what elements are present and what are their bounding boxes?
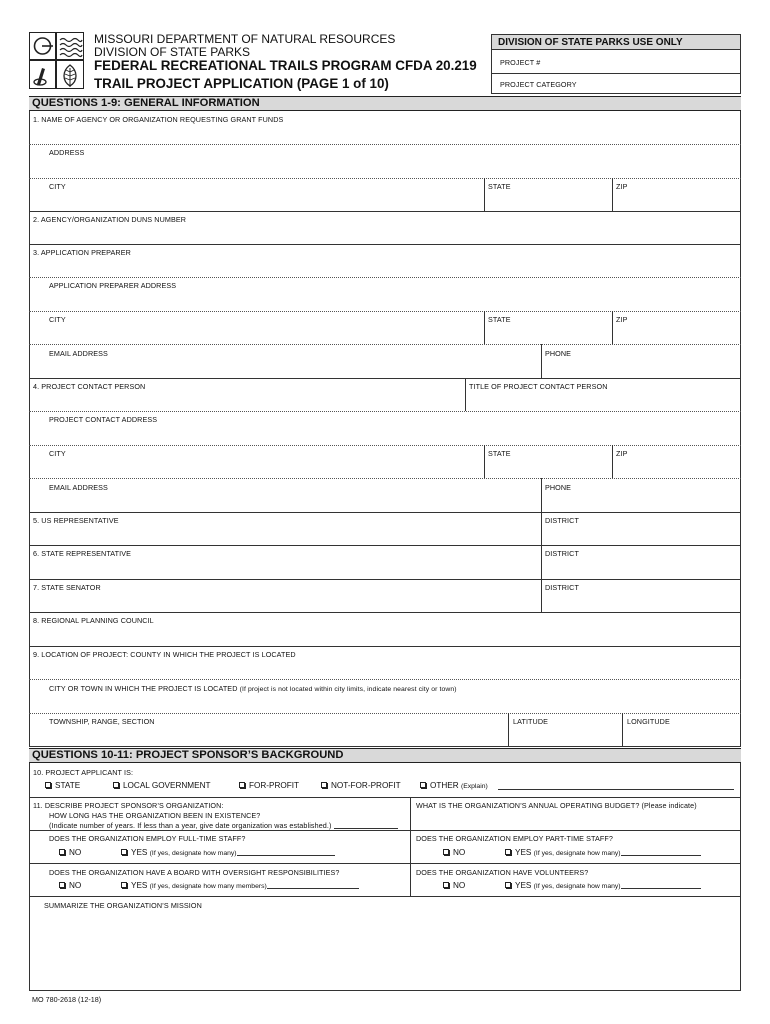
q3-state-field[interactable]: STATE <box>488 315 511 324</box>
checkbox-icon <box>443 882 449 888</box>
q10-state-checkbox[interactable] <box>45 781 80 790</box>
q10-for-profit-checkbox[interactable] <box>239 781 299 790</box>
q11-fulltime-label: DOES THE ORGANIZATION EMPLOY FULL-TIME STAFF? <box>49 834 246 843</box>
checkbox-icon <box>443 849 449 855</box>
q3-preparer-field[interactable]: 3. APPLICATION PREPARER <box>33 248 131 257</box>
q4-state-field[interactable]: STATE <box>488 449 511 458</box>
header-dept: MISSOURI DEPARTMENT OF NATURAL RESOURCES <box>94 32 396 46</box>
q11-volunteers-no-label: NO <box>453 881 466 890</box>
checkbox-icon <box>505 849 511 855</box>
q11-board-yes-checkbox[interactable] <box>121 881 359 890</box>
q4-contact-person-field[interactable]: 4. PROJECT CONTACT PERSON <box>33 382 146 391</box>
q9-longitude-field[interactable]: LONGITUDE <box>627 717 670 726</box>
q1-zip-field[interactable]: ZIP <box>616 182 628 191</box>
q11-parttime-yes-label: YES <box>515 848 532 857</box>
q10-local-government-label: LOCAL GOVERNMENT <box>123 781 211 790</box>
q11-volunteers-yes-checkbox[interactable] <box>505 881 701 890</box>
q10-applicant-label: 10. PROJECT APPLICANT IS: <box>33 768 134 777</box>
checkbox-icon <box>45 782 51 788</box>
q11-parttime-yes-checkbox[interactable] <box>505 848 701 857</box>
q10-other-note: (Explain) <box>460 783 488 790</box>
checkbox-icon <box>321 782 327 788</box>
q2-duns-field[interactable]: 2. AGENCY/ORGANIZATION DUNS NUMBER <box>33 215 187 224</box>
checkbox-icon <box>239 782 245 788</box>
q10-other-explain-line[interactable] <box>498 789 734 790</box>
q4-contact-address-field[interactable]: PROJECT CONTACT ADDRESS <box>49 415 158 424</box>
q9-township-field[interactable]: TOWNSHIP, RANGE, SECTION <box>49 717 155 726</box>
q9-latitude-field[interactable]: LATITUDE <box>513 717 549 726</box>
q1-city-field[interactable]: CITY <box>49 182 66 191</box>
q11-board-yes-label: YES <box>131 881 148 890</box>
header-program: FEDERAL RECREATIONAL TRAILS PROGRAM CFDA 20.219 <box>94 58 477 73</box>
project-number-field[interactable]: PROJECT # <box>500 58 541 67</box>
page-title: TRAIL PROJECT APPLICATION (PAGE 1 of 10) <box>94 76 389 91</box>
q9-county-field[interactable]: 9. LOCATION OF PROJECT: COUNTY IN WHICH THE PROJECT IS LOCATED <box>33 650 296 659</box>
q6-state-rep-field[interactable]: 6. STATE REPRESENTATIVE <box>33 549 132 558</box>
q4-contact-title-field[interactable]: TITLE OF PROJECT CONTACT PERSON <box>469 382 608 391</box>
q11-board-no-checkbox[interactable] <box>59 881 81 890</box>
checkbox-icon <box>59 849 65 855</box>
q1-state-field[interactable]: STATE <box>488 182 511 191</box>
q11-volunteers-no-checkbox[interactable] <box>443 881 465 890</box>
q11-how-long-label: HOW LONG HAS THE ORGANIZATION BEEN IN EXISTENCE? <box>49 811 261 820</box>
q7-state-senator-field[interactable]: 7. STATE SENATOR <box>33 583 101 592</box>
q11-board-count-blank[interactable] <box>267 882 359 889</box>
q11-parttime-yes-note: (If yes, designate how many) <box>533 850 621 857</box>
q11-fulltime-no-label: NO <box>69 848 82 857</box>
checkbox-icon <box>420 782 426 788</box>
form-number: MO 780-2618 (12-18) <box>32 995 102 1004</box>
q11-mission-field[interactable]: SUMMARIZE THE ORGANIZATION’S MISSION <box>44 901 202 910</box>
q11-fulltime-no-checkbox[interactable] <box>59 848 81 857</box>
q3-email-field[interactable]: EMAIL ADDRESS <box>49 349 108 358</box>
q3-phone-field[interactable]: PHONE <box>545 349 572 358</box>
q3-preparer-address-field[interactable]: APPLICATION PREPARER ADDRESS <box>49 281 177 290</box>
q11-fulltime-yes-label: YES <box>131 848 148 857</box>
q8-planning-council-field[interactable]: 8. REGIONAL PLANNING COUNCIL <box>33 616 154 625</box>
q11-label: 11. DESCRIBE PROJECT SPONSOR’S ORGANIZATION: <box>33 801 224 810</box>
section-1-heading-bar <box>29 96 741 111</box>
q1-agency-name-field[interactable]: 1. NAME OF AGENCY OR ORGANIZATION REQUESTING GRANT FUNDS <box>33 115 284 124</box>
header-division: DIVISION OF STATE PARKS <box>94 45 251 59</box>
q11-volunteers-yes-note: (If yes, designate how many) <box>533 883 621 890</box>
q4-city-field[interactable]: CITY <box>49 449 66 458</box>
checkbox-icon <box>121 882 127 888</box>
q10-state-label: STATE <box>55 781 81 790</box>
checkbox-icon <box>113 782 119 788</box>
q10-not-for-profit-label: NOT-FOR-PROFIT <box>331 781 401 790</box>
q5-district-field[interactable]: DISTRICT <box>545 516 579 525</box>
q6-district-field[interactable]: DISTRICT <box>545 549 579 558</box>
q10-other-checkbox[interactable] <box>420 781 488 790</box>
q9-city-town-label: CITY OR TOWN IN WHICH THE PROJECT IS LOCATED <box>49 684 238 693</box>
q7-district-field[interactable]: DISTRICT <box>545 583 579 592</box>
q10-other-label: OTHER <box>430 781 459 790</box>
q11-board-yes-note: (If yes, designate how many members) <box>149 883 267 890</box>
q11-how-long-note: (Indicate number of years. If less than a year, give date organization was established.) <box>49 821 332 830</box>
q9-city-town-note: (If project is not located within city limits, indicate nearest city or town) <box>239 686 457 693</box>
q11-budget-field[interactable]: WHAT IS THE ORGANIZATION’S ANNUAL OPERATING BUDGET? (Please indicate) <box>416 801 697 810</box>
q3-zip-field[interactable]: ZIP <box>616 315 628 324</box>
q11-how-long-blank[interactable] <box>334 822 398 829</box>
q9-city-town-field[interactable] <box>49 684 457 693</box>
q11-board-label: DOES THE ORGANIZATION HAVE A BOARD WITH OVERSIGHT RESPONSIBILITIES? <box>49 868 340 877</box>
q4-phone-field[interactable]: PHONE <box>545 483 572 492</box>
q10-local-government-checkbox[interactable] <box>113 781 211 790</box>
q11-volunteers-yes-label: YES <box>515 881 532 890</box>
q4-zip-field[interactable]: ZIP <box>616 449 628 458</box>
q3-city-field[interactable]: CITY <box>49 315 66 324</box>
checkbox-icon <box>59 882 65 888</box>
q10-not-for-profit-checkbox[interactable] <box>321 781 401 790</box>
section-2-heading: QUESTIONS 10-11: PROJECT SPONSOR’S BACKGROUND <box>32 749 344 761</box>
q11-parttime-no-checkbox[interactable] <box>443 848 465 857</box>
checkbox-icon <box>121 849 127 855</box>
q11-parttime-label: DOES THE ORGANIZATION EMPLOY PART-TIME STAFF? <box>416 834 613 843</box>
q11-fulltime-count-blank[interactable] <box>237 849 335 856</box>
q1-address-field[interactable]: ADDRESS <box>49 148 85 157</box>
q11-parttime-no-label: NO <box>453 848 466 857</box>
q11-fulltime-yes-note: (If yes, designate how many) <box>149 850 237 857</box>
agency-logo <box>29 32 85 90</box>
section-1-heading: QUESTIONS 1-9: GENERAL INFORMATION <box>32 97 260 109</box>
section-2-heading-bar <box>29 748 741 763</box>
q11-fulltime-yes-checkbox[interactable] <box>121 848 335 857</box>
q11-parttime-count-blank[interactable] <box>621 849 701 856</box>
q11-board-no-label: NO <box>69 881 82 890</box>
q11-volunteers-label: DOES THE ORGANIZATION HAVE VOLUNTEERS? <box>416 868 589 877</box>
q4-email-field[interactable]: EMAIL ADDRESS <box>49 483 108 492</box>
q11-how-long-field[interactable] <box>49 821 398 830</box>
project-category-field[interactable]: PROJECT CATEGORY <box>500 80 577 89</box>
q11-volunteers-count-blank[interactable] <box>621 882 701 889</box>
use-only-heading: DIVISION OF STATE PARKS USE ONLY <box>498 37 683 48</box>
q5-us-rep-field[interactable]: 5. US REPRESENTATIVE <box>33 516 119 525</box>
checkbox-icon <box>505 882 511 888</box>
q10-for-profit-label: FOR-PROFIT <box>249 781 300 790</box>
